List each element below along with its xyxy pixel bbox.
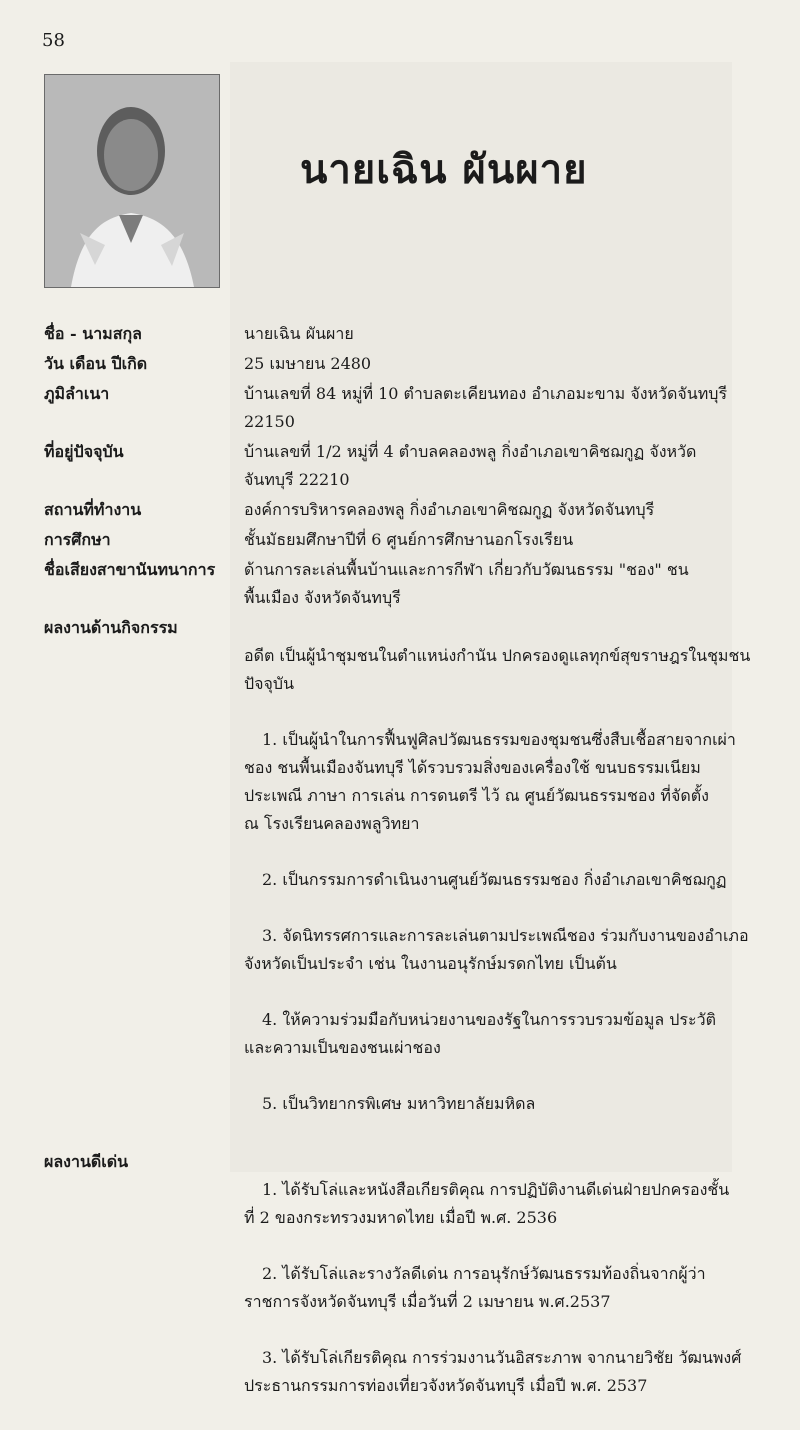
profile-label: ชื่อ - นามสกุล <box>44 324 142 343</box>
profile-label: ชื่อเสียงสาขานันทนาการ <box>44 560 216 579</box>
achievement-item: 2. ได้รับโล่และรางวัลดีเด่น การอนุรักษ์วัฒนธรรมท้องถิ่นจากผู้ว่า ราชการจังหวัดจันทบุรี เมื่อวันที่ 2 เมษายน พ.ศ.2537 <box>244 1264 706 1311</box>
profile-row <box>44 556 764 612</box>
activity-item: 5. เป็นวิทยากรพิเศษ มหาวิทยาลัยมหิดล <box>262 1094 536 1113</box>
profile-value: บ้านเลขที่ 1/2 หมู่ที่ 4 ตำบลคลองพลู กิ่งอำเภอเขาคิชฌกูฏ จังหวัด จันทบุรี 22210 <box>244 442 697 489</box>
profile-value: องค์การบริหารคลองพลู กิ่งอำเภอเขาคิชฌกูฏ จังหวัดจันทบุรี <box>244 500 655 519</box>
profile-content <box>44 320 764 1430</box>
profile-row <box>44 350 764 378</box>
activities-value <box>244 614 764 1146</box>
profile-row <box>44 438 764 494</box>
profile-row <box>44 526 764 554</box>
profile-value: นายเฉิน ผันผาย <box>244 324 354 343</box>
profile-row <box>44 380 764 436</box>
profile-value: บ้านเลขที่ 84 หมู่ที่ 10 ตำบลตะเคียนทอง อำเภอมะขาม จังหวัดจันทบุรี 22150 <box>244 384 728 431</box>
profile-label: ที่อยู่ปัจจุบัน <box>44 442 124 461</box>
person-name-title: นายเฉิน ผันผาย <box>300 146 588 193</box>
profile-label: วัน เดือน ปีเกิด <box>44 354 148 373</box>
profile-value: 25 เมษายน 2480 <box>244 354 372 373</box>
profile-label: ภูมิลำเนา <box>44 384 110 403</box>
profile-row <box>44 496 764 524</box>
profile-label: สถานที่ทำงาน <box>44 500 142 519</box>
achievement-item: 1. ได้รับโล่และหนังสือเกียรติคุณ การปฏิบัติงานดีเด่นฝ่ายปกครองชั้น ที่ 2 ของกระทรวงมหาดไทย เมื่อปี พ.ศ. 2536 <box>244 1180 730 1227</box>
activity-item: 1. เป็นผู้นำในการฟื้นฟูศิลปวัฒนธรรมของชุมชนซึ่งสืบเชื้อสายจากเผ่า ชอง ชนพื้นเมืองจันทบุรี ได้รวบรวมสิ่งของเครื่องใช้ ขนบธรรมเนียม ประเพณี ภาษา การเล่น การดนตรี ไว้ ณ ศูนย์วัฒนธรรมชอง ที่จัดตั้ง ณ โรงเรียนคลองพลูวิทยา <box>244 730 736 833</box>
activity-item: 4. ให้ความร่วมมือกับหน่วยงานของรัฐในการรวบรวมข้อมูล ประวัติ และความเป็นของชนเผ่าชอง <box>244 1010 716 1057</box>
activities-intro: อดีต เป็นผู้นำชุมชนในตำแหน่งกำนัน ปกครองดูแลทุกข์สุขราษฎรในชุมชน ปัจจุบัน <box>244 646 751 693</box>
portrait-figure <box>45 75 219 287</box>
portrait-photo <box>44 74 220 288</box>
profile-value: ชั้นมัธยมศึกษาปีที่ 6 ศูนย์การศึกษานอกโรงเรียน <box>244 530 574 549</box>
profile-label: การศึกษา <box>44 530 111 549</box>
activity-item: 2. เป็นกรรมการดำเนินงานศูนย์วัฒนธรรมชอง กิ่งอำเภอเขาคิชฌกูฏ <box>262 870 727 889</box>
activity-item: 3. จัดนิทรรศการและการละเล่นตามประเพณีชอง ร่วมกับงานของอำเภอ จังหวัดเป็นประจำ เช่น ในงานอนุรักษ์มรดกไทย เป็นต้น <box>244 926 749 973</box>
achievements-label: ผลงานดีเด่น <box>44 1152 129 1171</box>
achievement-item: 3. ได้รับโล่เกียรติคุณ การร่วมงานวันอิสระภาพ จากนายวิชัย วัฒนพงศ์ ประธานกรรมการท่องเที่ยวจังหวัดจันทบุรี เมื่อปี พ.ศ. 2537 <box>244 1348 742 1395</box>
profile-row <box>44 320 764 348</box>
page-number: 58 <box>42 30 65 51</box>
profile-value: ด้านการละเล่นพื้นบ้านและการกีฬา เกี่ยวกับวัฒนธรรม "ชอง" ชน พื้นเมือง จังหวัดจันทบุรี <box>244 560 689 607</box>
activities-label: ผลงานด้านกิจกรรม <box>44 618 178 637</box>
activities-section <box>44 614 764 1146</box>
achievements-value <box>244 1148 764 1428</box>
achievements-section <box>44 1148 764 1428</box>
